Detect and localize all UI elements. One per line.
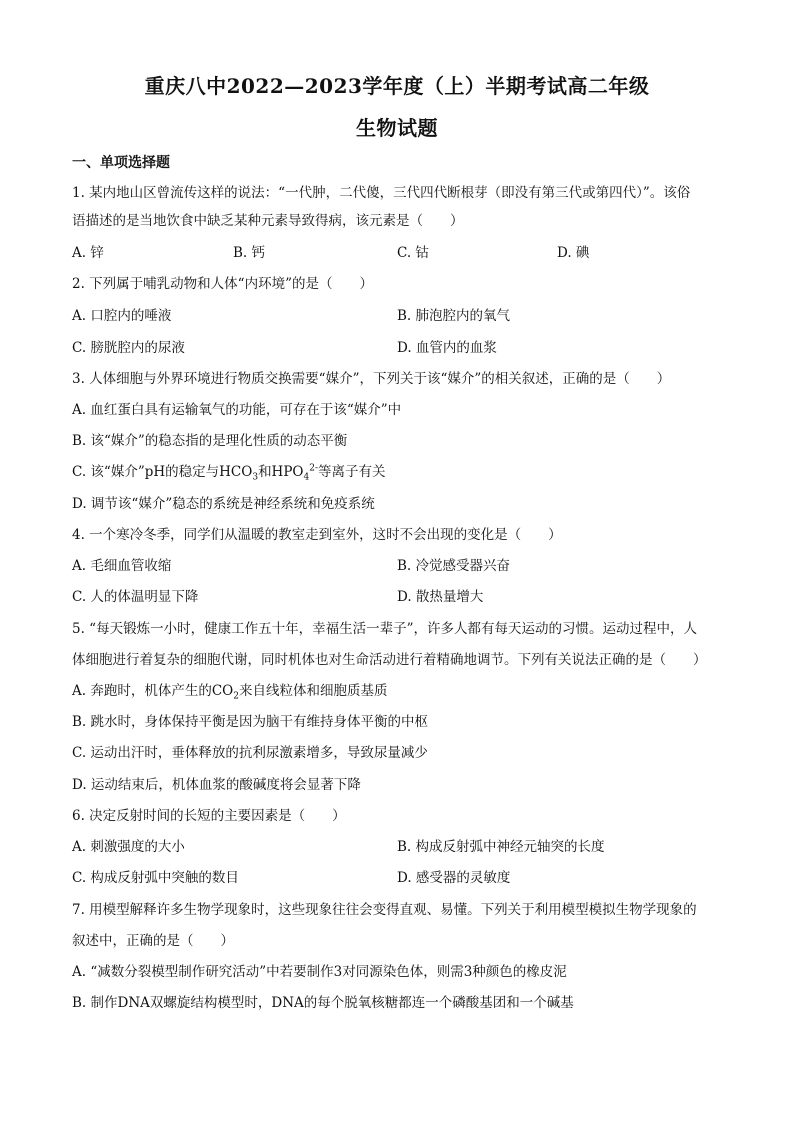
exam-subtitle: 生物试题: [356, 116, 438, 140]
question-5-option-c: C. 运动出汗时，垂体释放的抗利尿激素增多，导致尿量减少: [72, 745, 428, 761]
question-1-option-c: C. 钴: [397, 245, 429, 261]
question-6-option-a: A. 刺激强度的大小: [72, 839, 185, 855]
question-6-option-b: B. 构成反射弧中神经元轴突的长度: [397, 839, 605, 855]
question-2-option-a: A. 口腔内的唾液: [72, 308, 172, 324]
question-2-option-b: B. 肺泡腔内的氧气: [397, 308, 511, 324]
question-4-option-a: A. 毛细血管收缩: [72, 558, 172, 574]
question-5-line-2: 体细胞进行着复杂的细胞代谢，同时机体也对生命活动进行着精确地调节。下列有关说法正确的是（ ）: [72, 652, 707, 668]
question-6-line-1: 6. 决定反射时间的长短的主要因素是（ ）: [72, 808, 346, 824]
question-7-line-2: 叙述中，正确的是（ ）: [72, 933, 234, 949]
question-3-option-c: C. 该“媒介”pH的稳定与$HCO_3$和$HPO_4^{2-}$等离子有关: [72, 463, 386, 483]
question-2-option-d: D. 血管内的血浆: [397, 340, 497, 356]
question-4-option-c: C. 人的体温明显下降: [72, 589, 199, 605]
question-7-line-1: 7. 用模型解释许多生物学现象时，这些现象往往会变得直观、易懂。下列关于利用模型模拟生物学现象的: [72, 902, 697, 918]
question-6-option-c: C. 构成反射弧中突触的数目: [72, 870, 239, 886]
exam-title: 重庆八中2022—2023学年度（上）半期考试高二年级: [144, 74, 650, 98]
question-2-option-c: C. 膀胱腔内的尿液: [72, 340, 185, 356]
question-4-option-b: B. 冷觉感受器兴奋: [397, 558, 511, 574]
question-4-option-d: D. 散热量增大: [397, 589, 484, 605]
question-7-option-a: A. “减数分裂模型制作研究活动”中若要制作3对同源染色体，则需3种颜色的橡皮泥: [72, 964, 567, 980]
question-5-option-d: D. 运动结束后，机体血浆的酸碱度将会显著下降: [72, 777, 361, 793]
question-1-option-a: A. 锌: [72, 245, 104, 261]
question-1-line-2: 语描述的是当地饮食中缺乏某种元素导致得病，该元素是（ ）: [72, 213, 464, 229]
question-5-option-b: B. 跳水时，身体保持平衡是因为脑干有维持身体平衡的中枢: [72, 714, 429, 730]
question-7-option-b: B. 制作DNA双螺旋结构模型时，DNA的每个脱氧核糖都连一个磷酸基团和一个碱基: [72, 995, 574, 1011]
question-1-option-d: D. 碘: [557, 245, 590, 261]
question-2-line-1: 2. 下列属于哺乳动物和人体“内环境”的是（ ）: [72, 276, 373, 292]
question-5-line-1: 5. “每天锻炼一小时，健康工作五十年，幸福生活一辈子”，许多人都有每天运动的习惯。运动过程中，人: [72, 621, 697, 637]
question-5-option-a: A. 奔跑时，机体产生的$CO_2$来自线粒体和细胞质基质: [72, 683, 388, 702]
question-6-option-d: D. 感受器的灵敏度: [397, 870, 511, 886]
question-4-line-1: 4. 一个寒冷冬季，同学们从温暖的教室走到室外，这时不会出现的变化是（ ）: [72, 527, 562, 543]
section-title: 一、单项选择题: [72, 155, 170, 171]
question-3-option-b: B. 该“媒介”的稳态指的是理化性质的动态平衡: [72, 433, 348, 449]
question-1-option-b: B. 钙: [233, 245, 266, 261]
question-3-option-a: A. 血红蛋白具有运输氧气的功能，可存在于该“媒介”中: [72, 402, 402, 418]
question-3-option-d: D. 调节该“媒介”稳态的系统是神经系统和免疫系统: [72, 496, 375, 512]
question-1-line-1: 1. 某内地山区曾流传这样的说法：“一代肿，二代傻，三代四代断根芽（即没有第三代或第四代）”。该俗: [72, 185, 691, 201]
question-3-line-1: 3. 人体细胞与外界环境进行物质交换需要“媒介”，下列关于该“媒介”的相关叙述，正确的是（ ）: [72, 371, 671, 387]
